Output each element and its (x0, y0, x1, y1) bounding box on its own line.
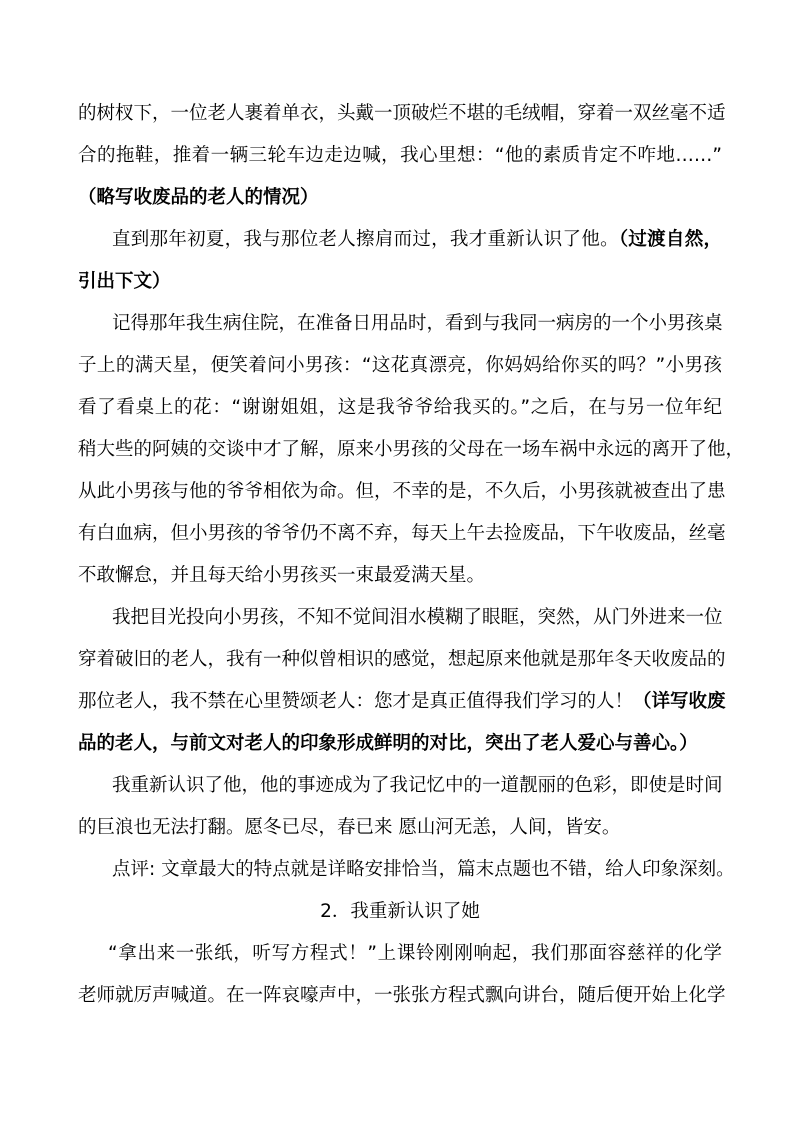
section-heading: 2．我重新认识了她 (320, 901, 480, 922)
annotation-line: 引出下文） (78, 271, 171, 292)
paragraph-line (112, 228, 722, 252)
paragraph-text: 直到那年初夏，我与那位老人擦肩而过，我才重新认识了他。 (112, 229, 619, 250)
paragraph-line: 老师就厉声喊道。在一阵哀嚎声中，一张张方程式飘向讲台，随后便开始上化学 (78, 985, 726, 1006)
paragraph-line: 我把目光投向小男孩，不知不觉间泪水模糊了眼眶，突然，从门外进来一位 (112, 607, 723, 628)
paragraph-line: 记得那年我生病住院，在准备日用品时，看到与我同一病房的一个小男孩桌 (112, 313, 723, 334)
paragraph-line: 的树杈下，一位老人裹着单衣，头戴一顶破烂不堪的毛绒帽，穿着一双丝毫不适 (78, 103, 726, 124)
annotation-line: 品的老人，与前文对老人的印象形成鲜明的对比，突出了老人爱心与善心。） (78, 733, 698, 754)
annotation-text: （过渡自然， (618, 229, 722, 250)
annotation-line: （略写收废品的老人的情况） (78, 187, 319, 208)
paragraph-line: 的巨浪也无法打翻。愿冬已尽，春已来 愿山河无恙，人间，皆安。 (78, 817, 621, 838)
annotation-text: （详写收废 (633, 691, 726, 712)
comment-line: 点评: 文章最大的特点就是详略安排恰当，篇末点题也不错，给人印象深刻。 (112, 859, 735, 880)
paragraph-line: 我重新认识了他，他的事迹成为了我记忆中的一道靓丽的色彩，即使是时间 (112, 775, 723, 796)
paragraph-line: 穿着破旧的老人，我有一种似曾相识的感觉，想起原来他就是那年冬天收废品的 (78, 649, 726, 670)
paragraph-line: 稍大些的阿姨的交谈中才了解，原来小男孩的父母在一场车祸中永远的离开了他， (78, 439, 745, 460)
paragraph-line: 子上的满天星，便笑着问小男孩：“这花真漂亮，你妈妈给你买的吗？”小男孩 (78, 355, 722, 376)
paragraph-line (78, 690, 726, 714)
paragraph-line: 从此小男孩与他的爷爷相依为命。但，不幸的是，不久后，小男孩就被查出了患 (78, 481, 726, 502)
paragraph-text: 那位老人，我不禁在心里赞颂老人：您才是真正值得我们学习的人！ (78, 691, 634, 712)
paragraph-line: 看了看桌上的花：“谢谢姐姐，这是我爷爷给我买的。”之后，在与另一位年纪 (78, 397, 722, 418)
paragraph-line: 不敢懈怠，并且每天给小男孩买一束最爱满天星。 (78, 565, 486, 586)
paragraph-line: 有白血病，但小男孩的爷爷仍不离不弃，每天上午去捡废品，下午收废品，丝毫 (78, 523, 726, 544)
paragraph-line: 合的拖鞋，推着一辆三轮车边走边喊，我心里想：“他的素质肯定不咋地……” (78, 145, 722, 166)
paragraph-line: “拿出来一张纸，听写方程式！”上课铃刚刚响起，我们那面容慈祥的化学 (108, 943, 722, 964)
